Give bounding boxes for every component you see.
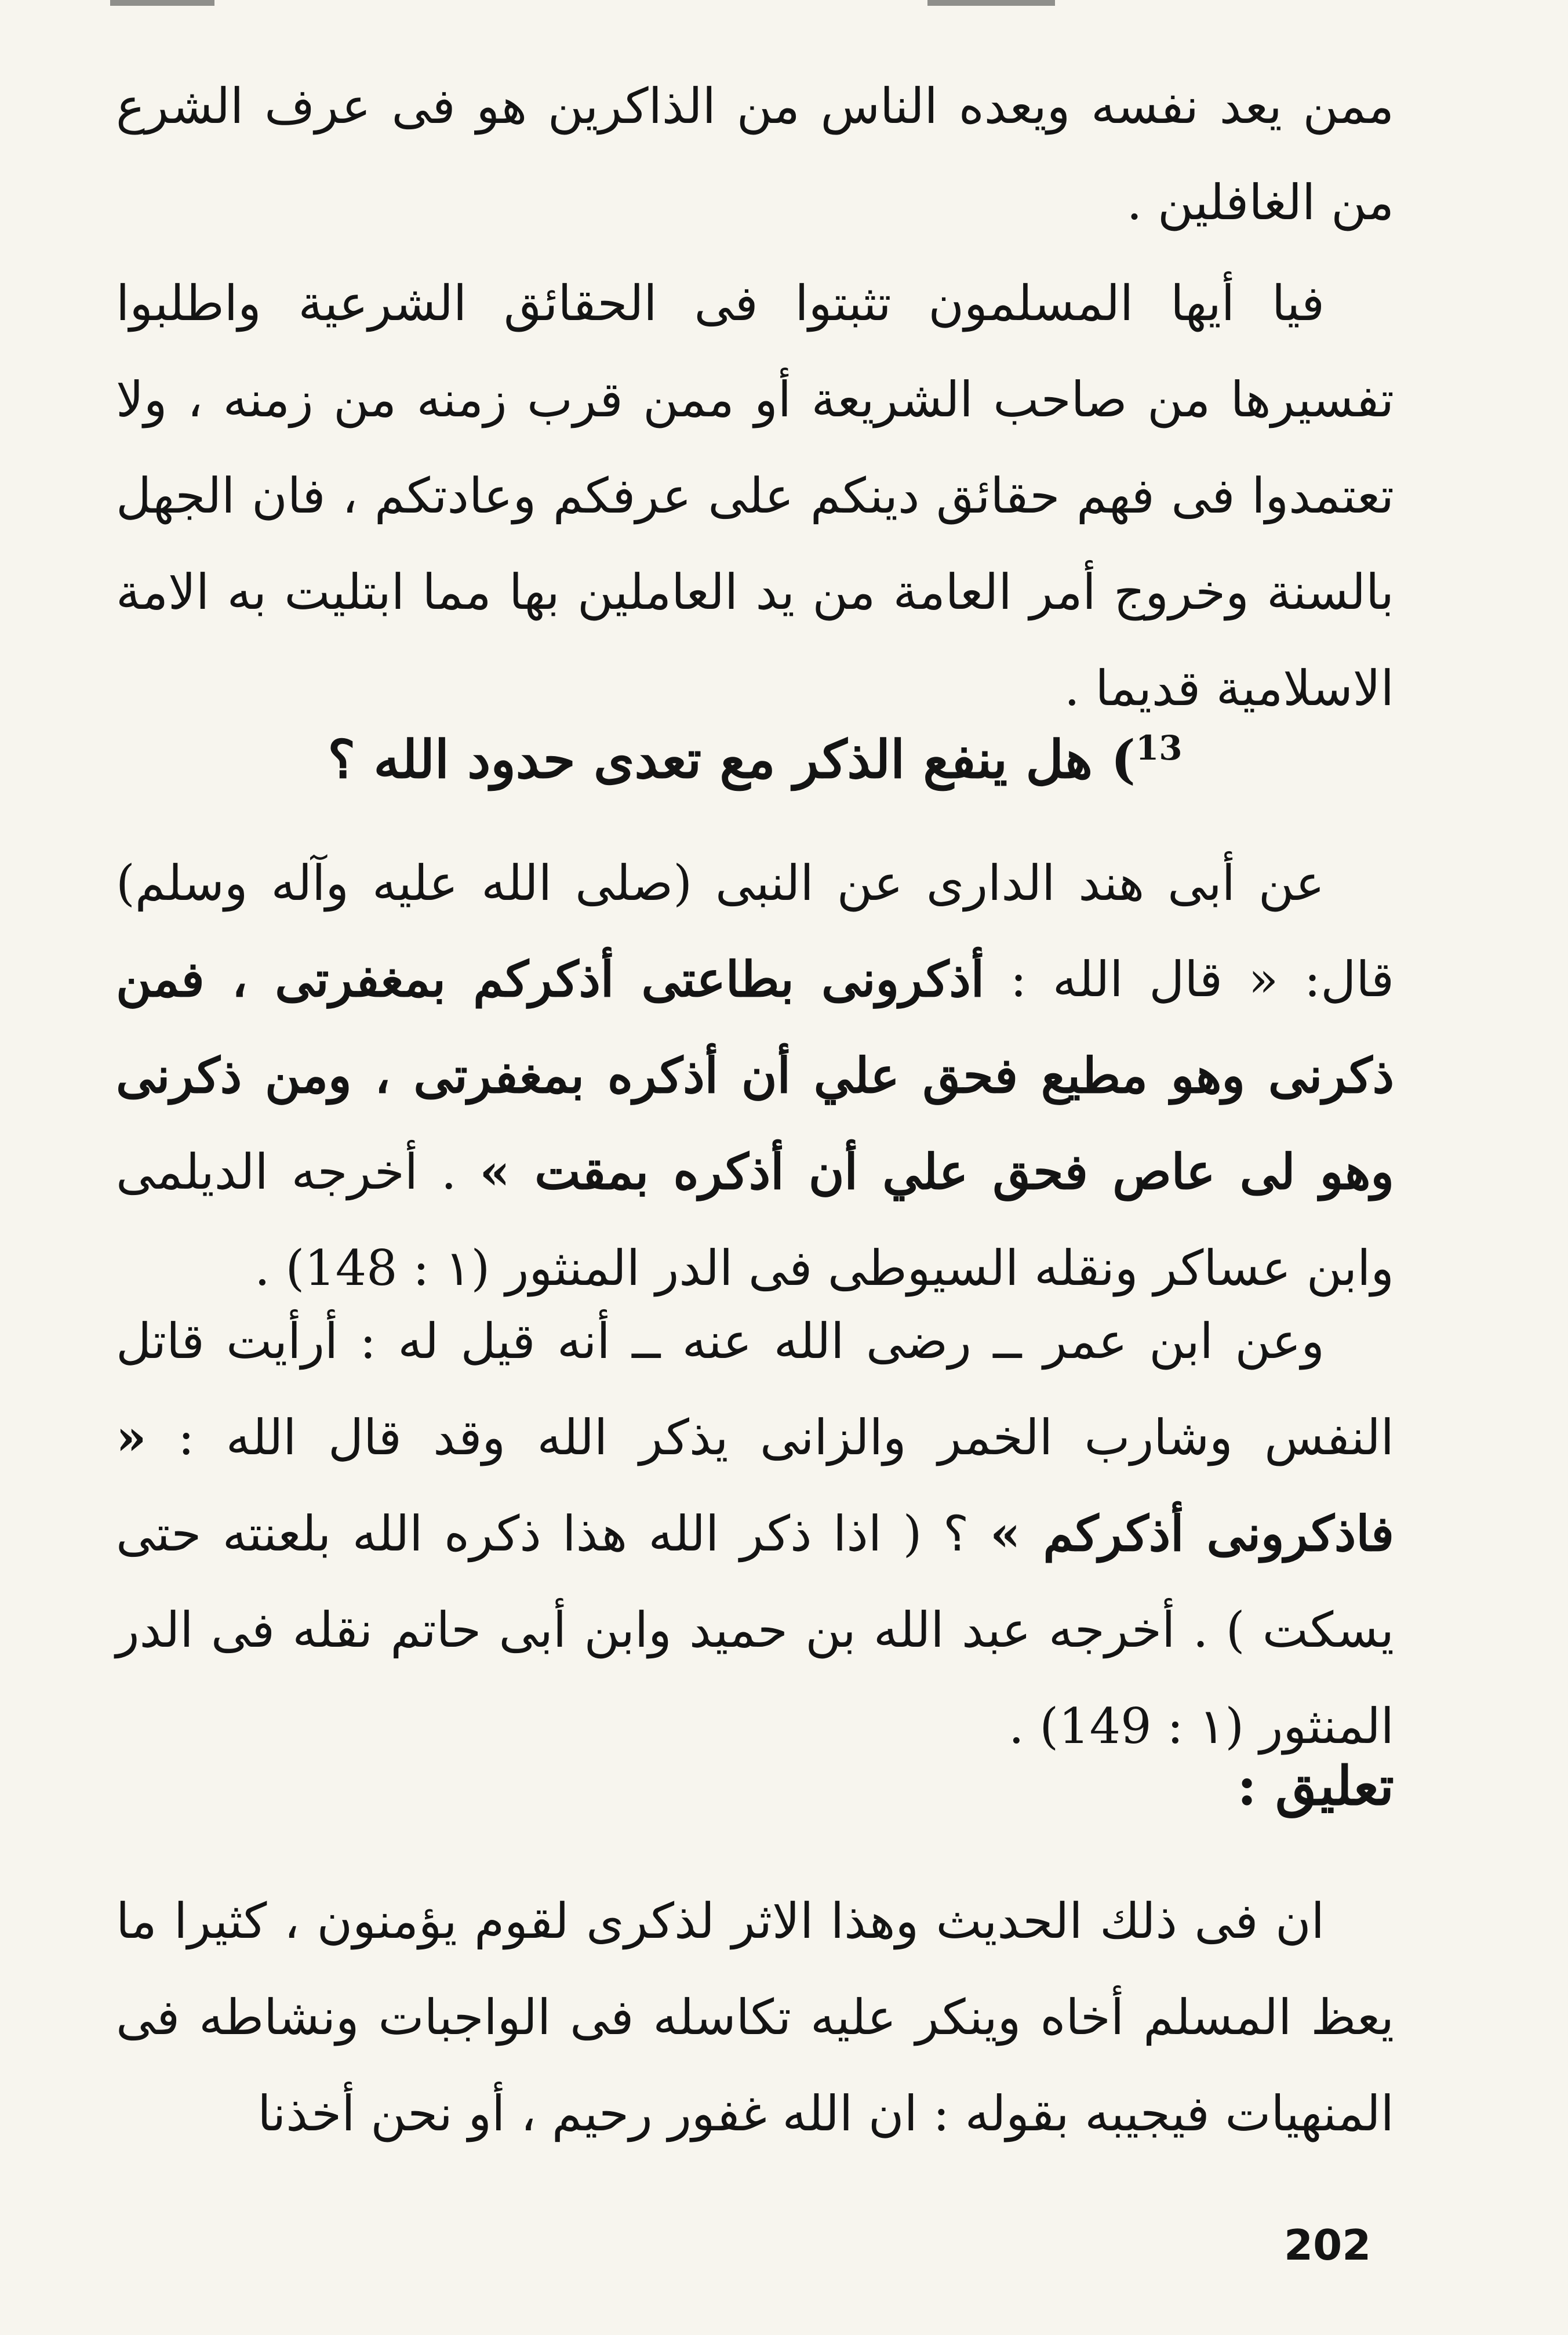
hadith-intro: عن أبى هند الدارى عن النبى (صلى الله عليه وآله وسلم) قال:	[116, 855, 1394, 1008]
commentary-heading: تعليق :	[1237, 1755, 1394, 1817]
hadith-source: . أخرجه الديلمى وابن عساكر ونقله السيوطى فى الدر المنثور (١ : 148) .	[116, 1143, 1394, 1297]
paragraph-4	[116, 1293, 1394, 1774]
section-number: 13	[1135, 728, 1183, 768]
page-body	[116, 0, 1394, 2335]
hadith-quote: أذكرونى بطاعتى أذكركم بمغفرتى ، فمن ذكرنى وهو مطيع فحق علي أن أذكره بمغفرتى ، ومن ذكرنى وهو لى عاص فحق علي أن أذكره بمقت »	[116, 950, 1394, 1200]
paragraph-3	[116, 835, 1394, 1316]
athar-quote: « فاذكرونى أذكركم »	[116, 1408, 1395, 1562]
page-number: 202	[1284, 2221, 1371, 2269]
athar-source: ؟ ( اذا ذكر الله هذا ذكره الله بلعنته حتى يسكت ) . أخرجه عبد الله بن حميد وابن أبى حاتم نقله فى الدر المنثور (١ : 149) .	[116, 1505, 1394, 1755]
section-title: ) هل ينفع الذكر مع تعدى حدود الله ؟	[328, 729, 1136, 790]
paragraph-1: ممن يعد نفسه ويعده الناس من الذاكرين هو فى عرف الشرع من الغافلين .	[116, 78, 1394, 231]
paragraph-5: ان فى ذلك الحديث وهذا الاثر لذكرى لقوم يؤمنون ، كثيرا ما يعظ المسلم أخاه وينكر عليه تكاسله فى الواجبات ونشاطه فى المنهيات فيجيبه بقوله : ان الله غفور رحيم ، أو نحن أخذنا	[116, 1893, 1394, 2142]
section-heading	[116, 707, 1394, 800]
paragraph-2: فيا أيها المسلمون تثبتوا فى الحقائق الشرعية واطلبوا تفسيرها من صاحب الشريعة أو ممن قرب زمنه من زمنه ، ولا تعتمدوا فى فهم حقائق دينكم على عرفكم وعادتكم ، فان الجهل بالسنة وخروج أمر العامة من يد العاملين بها مما ابتليت به الامة الاسلامية قديما .	[116, 275, 1394, 717]
athar-text: وعن ابن عمر ــ رضى الله عنه ــ أنه قيل له : أرأيت قاتل النفس وشارب الخمر والزانى يذكر الله وقد قال الله :	[116, 1313, 1395, 1466]
hadith-quote-open: « قال الله :	[984, 951, 1279, 1008]
